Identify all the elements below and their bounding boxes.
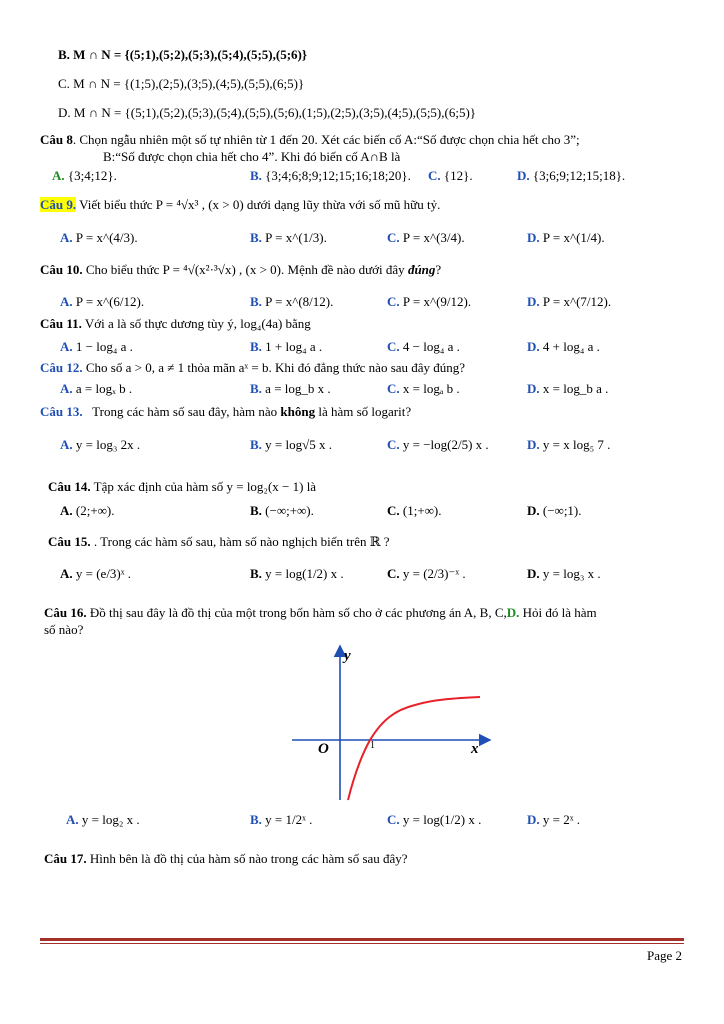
- option-text: 1 − log₄ a .: [75, 339, 133, 354]
- option-letter: B.: [250, 566, 262, 581]
- question-16-text3: số nào?: [44, 622, 84, 637]
- set-option-b-text: B. M ∩ N = {(5;1),(5;2),(5;3),(5;4),(5;5),(5;6)}: [58, 47, 307, 62]
- q12-option-c: [387, 379, 460, 399]
- question-13-emphasis: không: [280, 404, 316, 419]
- footer-rule: [40, 938, 684, 941]
- option-letter: D.: [527, 294, 540, 309]
- option-text: P = x^(3/4).: [402, 230, 465, 245]
- q8-option-a: [52, 166, 117, 186]
- option-letter: C.: [387, 812, 400, 827]
- option-letter: C.: [387, 566, 400, 581]
- question-16-text2: Hỏi đó là hàm: [522, 605, 597, 620]
- q15-option-a: [60, 564, 131, 584]
- q15-option-b: [250, 564, 344, 584]
- option-letter: A.: [60, 437, 73, 452]
- question-10-label: Câu 10.: [40, 262, 83, 277]
- option-text: a = log_b x .: [265, 381, 331, 396]
- question-13-text2: là hàm số logarit?: [318, 404, 412, 419]
- q15-option-d: [527, 564, 601, 584]
- option-text: x = log_b a .: [542, 381, 609, 396]
- option-text: P = x^(9/12).: [402, 294, 472, 309]
- question-8-text2: B:“Số được chọn chia hết cho 4”. Khi đó biến cố A∩B là: [103, 149, 401, 164]
- origin-label: O: [318, 741, 329, 757]
- q16-option-b: [250, 810, 312, 830]
- option-text: (1;+∞).: [402, 503, 442, 518]
- option-text: y = log₃ x .: [542, 566, 601, 581]
- q8-option-b: [250, 166, 411, 186]
- option-text: y = x log₅ 7 .: [542, 437, 611, 452]
- question-16: [44, 604, 597, 622]
- question-17: [44, 850, 408, 868]
- question-15: [48, 533, 390, 551]
- q9-option-a: [60, 228, 138, 248]
- option-letter: A.: [52, 168, 65, 183]
- question-14: [48, 478, 316, 496]
- option-text: {3;4;12}.: [67, 168, 117, 183]
- option-text: y = log₃ 2x .: [75, 437, 141, 452]
- x-axis-label: x: [471, 741, 479, 757]
- option-text: 1 + log₄ a .: [265, 339, 323, 354]
- question-8-label: Câu 8: [40, 132, 73, 147]
- q8-option-c: [428, 166, 473, 186]
- q14-option-a: [60, 501, 115, 521]
- option-text: {3;6;9;12;15;18}.: [532, 168, 626, 183]
- option-letter: B.: [250, 381, 262, 396]
- option-letter: C.: [387, 294, 400, 309]
- question-11-text: Với a là số thực dương tùy ý, log₄(4a) bằng: [84, 316, 311, 331]
- question-10-text: Cho biểu thức P = ⁴√(x²·³√x) , (x > 0). Mệnh đề nào dưới đây: [85, 262, 405, 277]
- option-text: y = log√5 x .: [265, 437, 332, 452]
- question-11-label: Câu 11.: [40, 316, 82, 331]
- option-letter: C.: [387, 230, 400, 245]
- function-curve: [348, 697, 480, 800]
- set-option-c: [58, 75, 304, 93]
- option-letter: C.: [387, 381, 400, 396]
- question-10-tail: ?: [435, 262, 442, 277]
- q9-option-c: [387, 228, 465, 248]
- question-16-label: Câu 16.: [44, 605, 87, 620]
- option-letter: D.: [527, 437, 540, 452]
- q12-option-a: [60, 379, 132, 399]
- question-10: [40, 261, 441, 279]
- q11-option-a: [60, 337, 133, 357]
- q13-option-c: [387, 435, 489, 455]
- question-14-text: Tập xác định của hàm số y = log₂(x − 1) là: [93, 479, 317, 494]
- option-text: P = x^(6/12).: [75, 294, 145, 309]
- option-text: P = x^(1/3).: [265, 230, 327, 245]
- q16-option-a: [66, 810, 140, 830]
- option-letter: B.: [250, 503, 262, 518]
- set-option-d: [58, 104, 476, 122]
- question-16-text: Đồ thị sau đây là đồ thị của một trong bốn hàm số cho ở các phương án A, B, C,: [89, 605, 507, 620]
- question-14-label: Câu 14.: [48, 479, 91, 494]
- option-text: x = logₐ b .: [402, 381, 460, 396]
- q8-option-d: [517, 166, 625, 186]
- option-text: y = 2ˣ .: [542, 812, 580, 827]
- option-letter: D.: [527, 812, 540, 827]
- option-letter: A.: [60, 566, 73, 581]
- option-text: y = (2/3)⁻ˣ .: [402, 566, 466, 581]
- option-letter: D.: [527, 381, 540, 396]
- option-letter: A.: [60, 294, 73, 309]
- question-13: [40, 403, 411, 421]
- option-letter: A.: [60, 503, 73, 518]
- option-letter: D.: [527, 566, 540, 581]
- question-12: [40, 359, 465, 377]
- option-letter: D.: [527, 503, 540, 518]
- option-letter: B.: [250, 168, 262, 183]
- option-letter: A.: [60, 339, 73, 354]
- option-text: P = x^(4/3).: [75, 230, 138, 245]
- q13-option-a: [60, 435, 140, 455]
- question-8: [40, 131, 580, 149]
- question-17-label: Câu 17.: [44, 851, 87, 866]
- option-text: a = logₓ b .: [75, 381, 133, 396]
- question-9-text: Viết biểu thức P = ⁴√x³ , (x > 0) dưới dạng lũy thừa với số mũ hữu tỷ.: [79, 197, 441, 212]
- footer-rule-thin: [40, 943, 684, 944]
- option-text: P = x^(7/12).: [542, 294, 612, 309]
- q14-option-d: [527, 501, 582, 521]
- question-12-text: Cho số a > 0, a ≠ 1 thỏa mãn aˣ = b. Khi đó đẳng thức nào sau đây đúng?: [85, 360, 466, 375]
- q10-option-a: [60, 292, 144, 312]
- option-text: y = log(1/2) x .: [402, 812, 482, 827]
- option-text: 4 − log₄ a .: [402, 339, 460, 354]
- option-letter: C.: [428, 168, 441, 183]
- question-13-label: Câu 13.: [40, 404, 83, 419]
- option-letter: B.: [250, 437, 262, 452]
- question-13-text: Trong các hàm số sau đây, hàm nào: [92, 404, 278, 419]
- option-text: y = log(1/2) x .: [265, 566, 344, 581]
- option-text: P = x^(8/12).: [265, 294, 334, 309]
- option-letter: B.: [250, 294, 262, 309]
- set-option-d-text: D. M ∩ N = {(5;1),(5;2),(5;3),(5;4),(5;5),(5;6),(1;5),(2;5),(3;5),(4;5),(5;5),(6;5)}: [58, 105, 477, 120]
- q11-option-b: [250, 337, 322, 357]
- option-letter: A.: [60, 381, 73, 396]
- option-text: y = (e/3)ˣ .: [75, 566, 132, 581]
- question-16-line2: [44, 621, 83, 639]
- option-letter: A.: [66, 812, 79, 827]
- option-text: y = log₂ x .: [81, 812, 140, 827]
- question-8-line2: [103, 148, 400, 166]
- q9-option-d: [527, 228, 605, 248]
- q10-option-c: [387, 292, 471, 312]
- option-text: {3;4;6;8;9;12;15;16;18;20}.: [265, 168, 411, 183]
- question-11: [40, 315, 311, 333]
- y-axis-label: y: [344, 648, 351, 664]
- question-16-d-marker: D.: [506, 605, 520, 620]
- question-9: [40, 196, 440, 214]
- set-option-b: [58, 46, 307, 64]
- set-option-c-text: C. M ∩ N = {(1;5),(2;5),(3;5),(4;5),(5;5),(6;5)}: [58, 76, 305, 91]
- option-letter: C.: [387, 437, 400, 452]
- q12-option-d: [527, 379, 608, 399]
- option-letter: A.: [60, 230, 73, 245]
- option-letter: D.: [527, 339, 540, 354]
- q16-option-c: [387, 810, 481, 830]
- q11-option-d: [527, 337, 600, 357]
- option-letter: B.: [250, 230, 262, 245]
- tick-label-1: 1: [370, 740, 375, 751]
- option-letter: C.: [387, 503, 400, 518]
- option-text: y = 1/2ˣ .: [265, 812, 313, 827]
- function-graph: [290, 640, 500, 805]
- option-letter: B.: [250, 339, 262, 354]
- q10-option-b: [250, 292, 333, 312]
- q14-option-c: [387, 501, 442, 521]
- q16-option-d: [527, 810, 580, 830]
- q13-option-d: [527, 435, 610, 455]
- option-text: (−∞;1).: [542, 503, 582, 518]
- option-text: (−∞;+∞).: [265, 503, 314, 518]
- page-number: Page 2: [646, 948, 682, 963]
- option-text: (2;+∞).: [75, 503, 115, 518]
- q15-option-c: [387, 564, 466, 584]
- option-text: y = −log(2/5) x .: [402, 437, 489, 452]
- option-letter: B.: [250, 812, 262, 827]
- option-text: P = x^(1/4).: [542, 230, 605, 245]
- option-letter: D.: [527, 230, 540, 245]
- question-8-text: . Chọn ngẫu nhiên một số tự nhiên từ 1 đến 20. Xét các biến cố A:“Số được chọn chia hết cho 3”;: [72, 132, 580, 147]
- question-12-label: Câu 12.: [40, 360, 83, 375]
- option-letter: D.: [517, 168, 530, 183]
- question-15-text: . Trong các hàm số sau, hàm số nào nghịch biến trên ℝ ?: [93, 534, 390, 549]
- option-letter: C.: [387, 339, 400, 354]
- option-text: {12}.: [443, 168, 473, 183]
- q11-option-c: [387, 337, 460, 357]
- q14-option-b: [250, 501, 314, 521]
- q10-option-d: [527, 292, 611, 312]
- q12-option-b: [250, 379, 331, 399]
- question-17-text: Hình bên là đồ thị của hàm số nào trong các hàm số sau đây?: [89, 851, 408, 866]
- q13-option-b: [250, 435, 332, 455]
- question-15-label: Câu 15.: [48, 534, 91, 549]
- option-text: 4 + log₄ a .: [542, 339, 600, 354]
- question-9-label: Câu 9.: [40, 197, 77, 212]
- question-10-emphasis: đúng: [407, 262, 436, 277]
- q9-option-b: [250, 228, 327, 248]
